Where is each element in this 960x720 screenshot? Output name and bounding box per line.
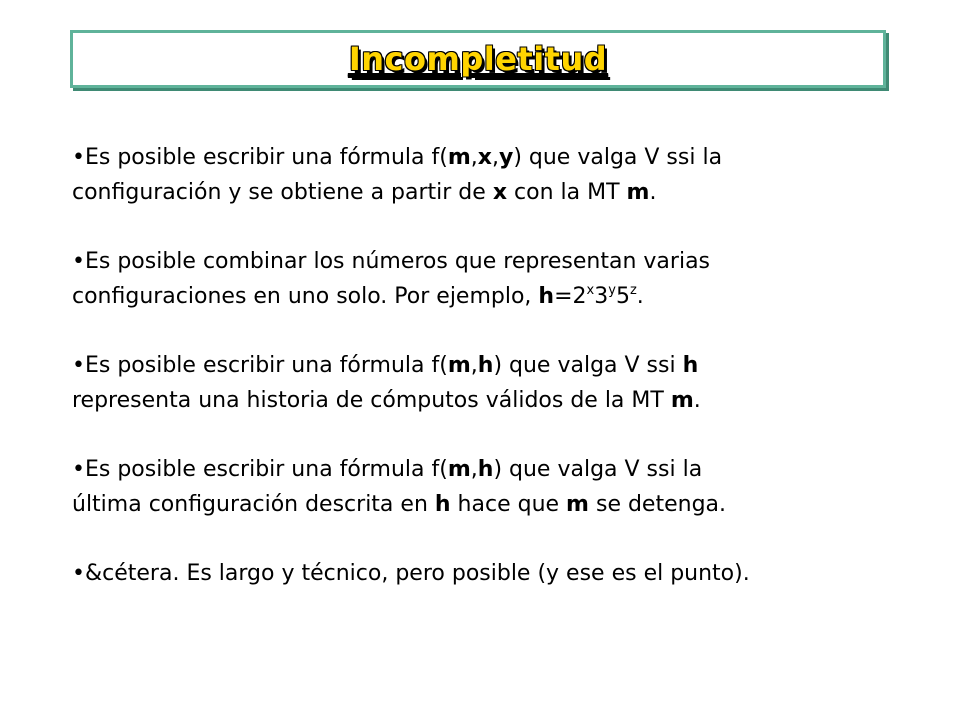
text-segment: con la MT	[507, 180, 627, 205]
exponent-x: x	[586, 283, 595, 298]
bullet-item	[72, 140, 922, 210]
text-segment: ) que valga V ssi la	[493, 457, 703, 482]
bullet-line	[72, 348, 922, 383]
bullet-list	[72, 140, 922, 591]
text-segment: .	[636, 284, 644, 309]
exponent-y: y	[608, 283, 616, 298]
variable-m: m	[670, 388, 694, 413]
bullet-item	[72, 348, 922, 418]
text-segment: representa una historia de cómputos válidos de la MT	[72, 388, 671, 413]
bullet-item	[72, 556, 922, 591]
variable-m: m	[447, 457, 471, 482]
text-segment: ,	[470, 353, 478, 378]
bullet-marker: •	[72, 145, 85, 170]
text-segment: .	[693, 388, 701, 413]
variable-m: m	[566, 492, 589, 517]
text-segment: ,	[470, 145, 478, 170]
text-segment: se detenga.	[588, 492, 727, 517]
bullet-item	[72, 452, 922, 522]
text-segment: Es posible escribir una fórmula f(	[84, 457, 448, 482]
title-box	[70, 30, 886, 88]
bullet-line	[72, 244, 922, 279]
variable-h: h	[434, 492, 451, 517]
exponent-z: z	[629, 283, 637, 298]
bullet-line	[72, 556, 922, 591]
text-segment: última configuración descrita en	[72, 492, 435, 517]
text-segment: Es posible combinar los números que representan varias	[84, 249, 711, 274]
bullet-line	[72, 279, 922, 314]
bullet-line	[72, 487, 922, 522]
variable-x: x	[477, 145, 492, 170]
bullet-marker: •	[72, 353, 85, 378]
text-segment: Es posible escribir una fórmula f(	[84, 353, 448, 378]
bullet-line	[72, 140, 922, 175]
bullet-item	[72, 244, 922, 314]
bullet-line	[72, 383, 922, 418]
text-segment: Es posible escribir una fórmula f(	[84, 145, 448, 170]
text-segment: &cétera. Es largo y técnico, pero posible (y ese es el punto).	[84, 561, 750, 586]
bullet-line	[72, 175, 922, 210]
slide-title: Incompletitud	[348, 40, 608, 78]
text-segment: 5	[615, 284, 630, 309]
text-segment: 3	[594, 284, 609, 309]
variable-h: h	[682, 353, 699, 378]
variable-m: m	[447, 353, 471, 378]
variable-y: y	[498, 145, 514, 170]
text-segment: ) que valga V ssi la	[513, 145, 723, 170]
variable-m: m	[626, 180, 650, 205]
text-segment: configuraciones en uno solo. Por ejemplo,	[72, 284, 539, 309]
variable-h: h	[538, 284, 555, 309]
variable-x: x	[492, 180, 508, 205]
text-segment: hace que	[450, 492, 567, 517]
text-segment: ) que valga V ssi	[493, 353, 683, 378]
variable-m: m	[447, 145, 471, 170]
bullet-marker: •	[72, 561, 85, 586]
text-segment: ,	[491, 145, 499, 170]
variable-h: h	[477, 353, 494, 378]
bullet-marker: •	[72, 457, 85, 482]
text-segment: =2	[554, 284, 587, 309]
bullet-line	[72, 452, 922, 487]
variable-h: h	[477, 457, 494, 482]
bullet-marker: •	[72, 249, 85, 274]
text-segment: .	[649, 180, 657, 205]
text-segment: ,	[470, 457, 478, 482]
text-segment: configuración y se obtiene a partir de	[72, 180, 493, 205]
